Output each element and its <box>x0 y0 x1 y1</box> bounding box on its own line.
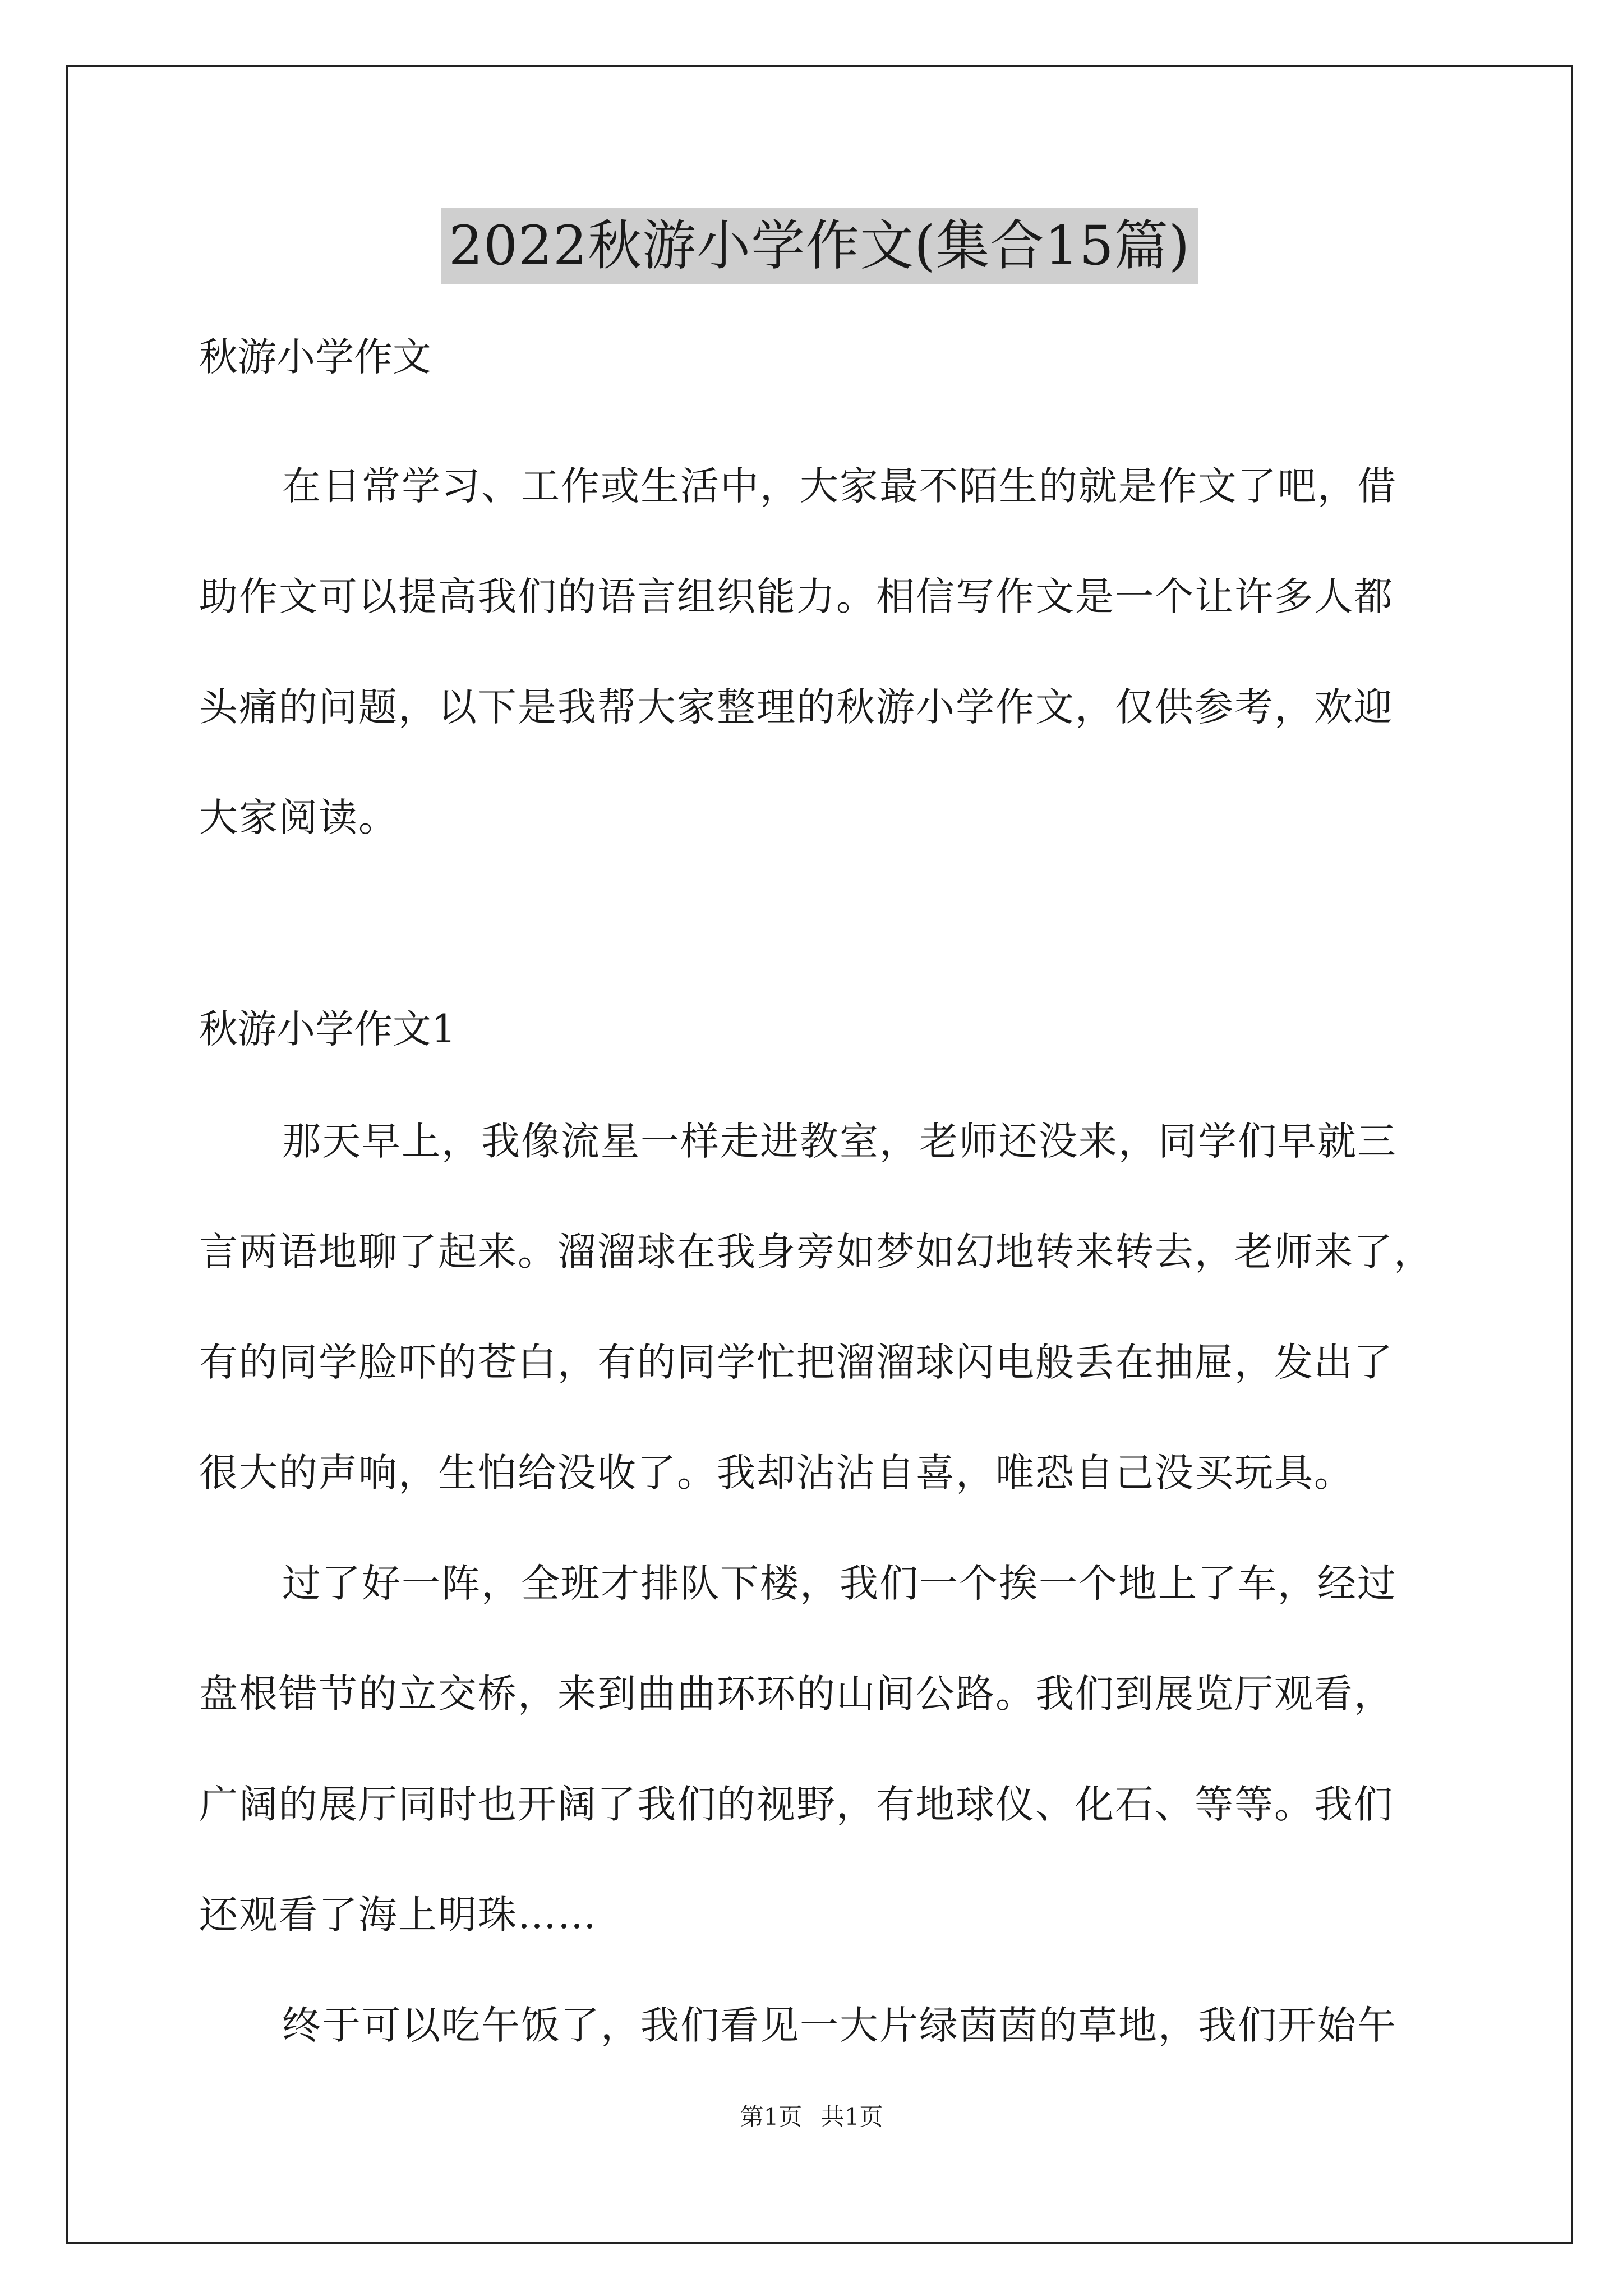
text-line: 大家阅读。 <box>199 795 398 840</box>
intro-paragraph <box>199 461 1440 903</box>
page-footer <box>0 2100 1623 2134</box>
section-heading: 秋游小学作文1 <box>199 1007 456 1052</box>
text-line: 终于可以吃午饭了，我们看见一大片绿茵茵的草地，我们开始午 <box>282 2003 1397 2048</box>
text-line: 过了好一阵，全班才排队下楼，我们一个挨一个地上了车，经过 <box>282 1561 1397 1606</box>
page-number: 第1页 <box>740 2103 803 2131</box>
text-line: 有的同学脸吓的苍白，有的同学忙把溜溜球闪电般丢在抽屉，发出了 <box>199 1340 1394 1385</box>
text-line: 还观看了海上明珠…… <box>199 1893 597 1938</box>
text-line: 头痛的问题，以下是我帮大家整理的秋游小学作文，仅供参考，欢迎 <box>199 685 1394 730</box>
text-line: 广阔的展厅同时也开阔了我们的视野，有地球仪、化石、等等。我们 <box>199 1782 1394 1827</box>
text-line: 那天早上，我像流星一样走进教室，老师还没来，同学们早就三 <box>282 1119 1397 1164</box>
paragraph-1 <box>199 1116 1440 1558</box>
text-line: 在日常学习、工作或生活中，大家最不陌生的就是作文了吧，借 <box>282 464 1397 509</box>
paragraph-3 <box>199 2000 1440 2111</box>
title-wrap <box>199 208 1440 284</box>
text-line: 助作文可以提高我们的语言组织能力。相信写作文是一个让许多人都 <box>199 574 1394 619</box>
paragraph-2 <box>199 1558 1440 2000</box>
page-total: 共1页 <box>820 2103 883 2131</box>
intro-heading: 秋游小学作文 <box>199 335 431 380</box>
document-title: 2022秋游小学作文(集合15篇) <box>441 208 1198 284</box>
text-line: 言两语地聊了起来。溜溜球在我身旁如梦如幻地转来转去，老师来了， <box>199 1230 1433 1274</box>
text-line: 盘根错节的立交桥，来到曲曲环环的山间公路。我们到展览厅观看， <box>199 1672 1394 1717</box>
text-line: 很大的声响，生怕给没收了。我却沾沾自喜，唯恐自己没买玩具。 <box>199 1451 1354 1496</box>
